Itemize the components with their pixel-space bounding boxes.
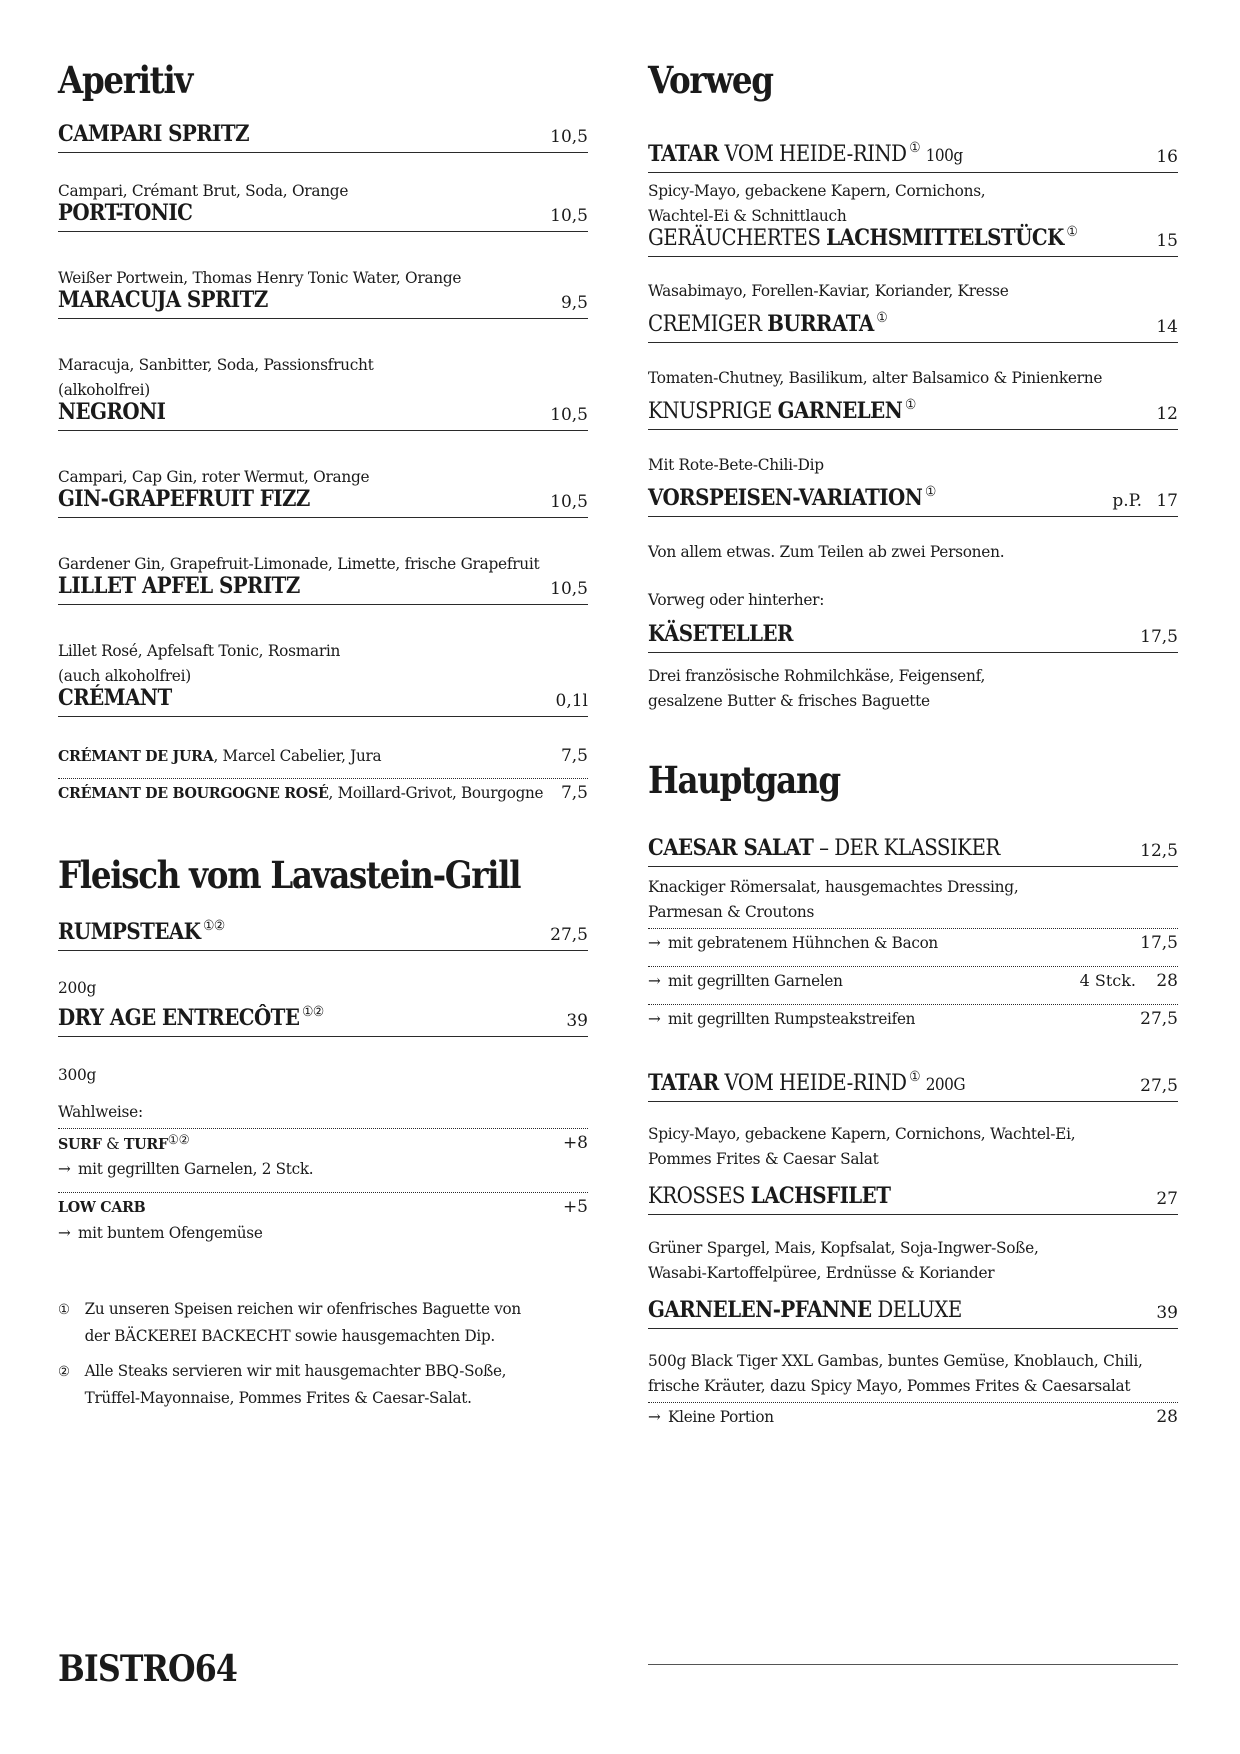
item-name: CRÉMANT: [58, 685, 172, 711]
item-description: Grüner Spargel, Mais, Kopfsalat, Soja-Ingwer-Soße,: [648, 1238, 1039, 1257]
caesar-sub-rumpsteakstreifen: [648, 1004, 1178, 1035]
footnote-marks: ①②: [167, 1133, 190, 1148]
footnote-mark: ②: [58, 1364, 70, 1380]
footnote-text: Trüffel-Mayonnaise, Pommes Frites & Caesar-Salat.: [84, 1388, 472, 1407]
item-price: 10,5: [550, 579, 588, 599]
menu-item-tatar-200: [648, 1069, 1178, 1102]
menu-item-vorspeisen-variation: [648, 484, 1178, 517]
item-price: 12: [1156, 404, 1178, 424]
cremant-sub-bourgogne: [58, 778, 588, 809]
menu-item-caesar-salat: [648, 834, 1178, 867]
item-description: 300g: [58, 1065, 97, 1084]
item-name-bold: TATAR: [648, 1070, 719, 1096]
item-name-light: DELUXE: [871, 1298, 962, 1323]
arrow-icon: →: [648, 1009, 661, 1028]
item-name-bold: LACHSFILET: [750, 1183, 891, 1209]
caesar-sub-garnelen: [648, 966, 1178, 997]
option-name-b: TURF: [123, 1135, 168, 1153]
section-title-vorweg: Vorweg: [648, 58, 773, 102]
footnote-1: [58, 1296, 521, 1348]
item-description: Wasabimayo, Forellen-Kaviar, Koriander, Kresse: [648, 281, 1009, 300]
item-description: Mit Rote-Bete-Chili-Dip: [648, 455, 824, 474]
menu-item-lachsfilet: [648, 1182, 1178, 1215]
sub-text: mit gegrillten Rumpsteakstreifen: [668, 1009, 916, 1028]
item-description: Weißer Portwein, Thomas Henry Tonic Water, Orange: [58, 268, 462, 287]
sub-text: Kleine Portion: [668, 1407, 774, 1426]
item-name: RUMPSTEAK: [58, 919, 201, 945]
item-description: Gardener Gin, Grapefruit-Limonade, Limette, frische Grapefruit: [58, 554, 540, 573]
option-name-a: SURF: [58, 1135, 102, 1153]
item-description: (alkoholfrei): [58, 380, 150, 399]
footnote-mark: ①: [876, 310, 888, 326]
item-description: Von allem etwas. Zum Teilen ab zwei Personen.: [648, 542, 1005, 561]
item-description: (auch alkoholfrei): [58, 666, 191, 685]
item-description: Wachtel-Ei & Schnittlauch: [648, 206, 847, 225]
item-description: 500g Black Tiger XXL Gambas, buntes Gemüse, Knoblauch, Chili,: [648, 1351, 1143, 1370]
item-price: 9,5: [560, 293, 588, 313]
arrow-icon: →: [648, 1407, 661, 1426]
item-description: frische Kräuter, dazu Spicy Mayo, Pommes Frites & Caesarsalat: [648, 1376, 1131, 1395]
item-description: Wasabi-Kartoffelpüree, Erdnüsse & Koriander: [648, 1263, 995, 1282]
option-detail: mit buntem Ofengemüse: [78, 1223, 263, 1242]
caesar-sub-huehnchen: [648, 928, 1178, 959]
sub-text: mit gegrillten Garnelen: [668, 971, 843, 990]
item-size: 0,1l: [555, 691, 588, 711]
item-price: 10,5: [550, 405, 588, 425]
item-description: Campari, Cap Gin, roter Wermut, Orange: [58, 467, 370, 486]
menu-item-maracuja-spritz: [58, 286, 588, 319]
item-price: 12,5: [1140, 841, 1178, 861]
kaese-intro: Vorweg oder hinterher:: [648, 590, 825, 609]
item-price: 17: [1156, 491, 1178, 511]
option-amp: &: [106, 1134, 120, 1153]
menu-item-negroni: [58, 398, 588, 431]
menu-item-lachsmittelstueck: [648, 224, 1178, 257]
item-name-light: KNUSPRIGE: [648, 399, 778, 424]
menu-item-dry-age-entrecote: [58, 1004, 588, 1037]
item-name-bold: LACHSMITTELSTÜCK: [826, 225, 1064, 251]
item-name: DRY AGE ENTRECÔTE: [58, 1005, 300, 1031]
menu-item-garnelen: [648, 397, 1178, 430]
footnote-marks: ①②: [302, 1004, 324, 1020]
sub-text: mit gebratenem Hühnchen & Bacon: [668, 933, 938, 952]
sub-price: 28: [1156, 971, 1178, 991]
item-name-bold: GARNELEN-PFANNE: [648, 1297, 872, 1323]
sub-price: 17,5: [1140, 933, 1178, 953]
item-price: 27,5: [550, 925, 588, 945]
item-name-light: KROSSES: [648, 1184, 751, 1209]
item-name-light: CREMIGER: [648, 312, 768, 337]
item-size: 200G: [925, 1075, 966, 1095]
item-price: 15: [1156, 231, 1178, 251]
item-description: Knackiger Römersalat, hausgemachtes Dressing,: [648, 877, 1019, 896]
item-description: Campari, Crémant Brut, Soda, Orange: [58, 181, 349, 200]
item-description: Drei französische Rohmilchkäse, Feigensenf,: [648, 666, 986, 685]
arrow-icon: →: [648, 971, 661, 990]
menu-item-tatar-100: [648, 140, 1178, 173]
arrow-icon: →: [648, 933, 661, 952]
item-name: GIN-GRAPEFRUIT FIZZ: [58, 486, 310, 512]
item-price: 39: [1156, 1303, 1178, 1323]
sub-detail: , Marcel Cabelier, Jura: [213, 746, 382, 765]
section-title-aperitiv: Aperitiv: [58, 58, 193, 102]
menu-item-burrata: [648, 310, 1178, 343]
sub-price: 27,5: [1140, 1009, 1178, 1029]
footnote-mark: ①: [909, 140, 920, 156]
item-name-bold: TATAR: [648, 141, 719, 167]
item-description: Spicy-Mayo, gebackene Kapern, Cornichons, Wachtel-Ei,: [648, 1124, 1076, 1143]
sub-name: CRÉMANT DE BOURGOGNE ROSÉ: [58, 784, 329, 802]
item-price: 10,5: [550, 127, 588, 147]
item-description: Maracuja, Sanbitter, Soda, Passionsfrucht: [58, 355, 374, 374]
item-price: 27: [1156, 1189, 1178, 1209]
item-name: CAMPARI SPRITZ: [58, 121, 249, 147]
option-name: LOW CARB: [58, 1198, 146, 1216]
footnote-marks: ①②: [203, 918, 225, 934]
footnote-text: der BÄCKEREI BACKECHT sowie hausgemachten Dip.: [84, 1326, 495, 1345]
item-description: Parmesan & Croutons: [648, 902, 815, 921]
item-price: 17,5: [1140, 627, 1178, 647]
sub-name: CRÉMANT DE JURA: [58, 747, 214, 765]
item-name-bold: BURRATA: [767, 311, 874, 337]
item-name: NEGRONI: [58, 399, 166, 425]
item-name-bold: KÄSETELLER: [648, 621, 793, 647]
item-size: 100g: [925, 146, 963, 166]
item-description: Spicy-Mayo, gebackene Kapern, Cornichons,: [648, 181, 986, 200]
sub-price: 7,5: [560, 783, 588, 803]
item-description: gesalzene Butter & frisches Baguette: [648, 691, 930, 710]
item-name: PORT-TONIC: [58, 200, 193, 226]
menu-item-campari-spritz: [58, 120, 588, 153]
menu-item-gin-grapefruit-fizz: [58, 485, 588, 518]
section-title-hauptgang: Hauptgang: [648, 758, 840, 802]
arrow-icon: →: [58, 1223, 71, 1242]
option-detail: mit gegrillten Garnelen, 2 Stck.: [78, 1159, 314, 1178]
item-name: MARACUJA SPRITZ: [58, 287, 268, 313]
item-description: Pommes Frites & Caesar Salat: [648, 1149, 879, 1168]
bistro-logo: BISTRO64: [58, 1648, 238, 1690]
per-person-label: p.P.: [1112, 491, 1142, 511]
choice-label: Wahlweise:: [58, 1102, 143, 1121]
footnote-mark: ①: [58, 1302, 70, 1318]
item-price: 16: [1156, 147, 1178, 167]
section-title-grill: Fleisch vom Lavastein-Grill: [58, 853, 521, 897]
item-price: 27,5: [1140, 1076, 1178, 1096]
item-name-light: VOM HEIDE-RIND: [718, 1071, 907, 1096]
item-name-light: GERÄUCHERTES: [648, 226, 827, 251]
sub-price: 28: [1156, 1407, 1178, 1427]
option-low-carb: [58, 1192, 588, 1255]
menu-item-rumpsteak: [58, 918, 588, 951]
menu-item-lillet-apfel-spritz: [58, 572, 588, 605]
item-description: Tomaten-Chutney, Basilikum, alter Balsamico & Pinienkerne: [648, 368, 1103, 387]
item-price: 10,5: [550, 492, 588, 512]
footnote-text: Alle Steaks servieren wir mit hausgemachter BBQ-Soße,: [84, 1361, 507, 1380]
arrow-icon: →: [58, 1159, 71, 1178]
item-name-bold: CAESAR SALAT: [648, 835, 814, 861]
footnote-mark: ①: [905, 397, 916, 413]
option-price: +8: [562, 1133, 588, 1153]
menu-item-garnelen-pfanne: [648, 1296, 1178, 1329]
menu-item-cremant: [58, 684, 588, 717]
footnote-text: Zu unseren Speisen reichen wir ofenfrisches Baguette von: [84, 1299, 521, 1318]
item-description: Lillet Rosé, Apfelsaft Tonic, Rosmarin: [58, 641, 341, 660]
item-name: LILLET APFEL SPRITZ: [58, 573, 300, 599]
footer-divider: [648, 1664, 1178, 1665]
item-name-light: VOM HEIDE-RIND: [718, 142, 907, 167]
sub-detail: , Moillard-Grivot, Bourgogne: [328, 783, 544, 802]
menu-item-port-tonic: [58, 199, 588, 232]
item-price: 14: [1156, 317, 1178, 337]
footnote-mark: ①: [1066, 224, 1078, 240]
item-price: 39: [566, 1011, 588, 1031]
item-name-bold: VORSPEISEN-VARIATION: [648, 485, 923, 511]
item-price: 10,5: [550, 206, 588, 226]
footnote-2: [58, 1358, 506, 1410]
sub-price: 7,5: [560, 746, 588, 766]
option-price: +5: [562, 1197, 588, 1217]
footnote-mark: ①: [924, 484, 936, 500]
sub-quantity: 4 Stck.: [1079, 971, 1136, 990]
cremant-sub-jura: [58, 742, 588, 772]
item-description: 200g: [58, 978, 97, 997]
pfanne-sub-kleine-portion: [648, 1402, 1178, 1433]
item-name-bold: GARNELEN: [777, 398, 903, 424]
option-surf-turf: [58, 1128, 588, 1191]
menu-item-kaeseteller: [648, 620, 1178, 653]
item-name-light: – DER KLASSIKER: [813, 836, 1000, 861]
footnote-mark: ①: [909, 1069, 920, 1085]
